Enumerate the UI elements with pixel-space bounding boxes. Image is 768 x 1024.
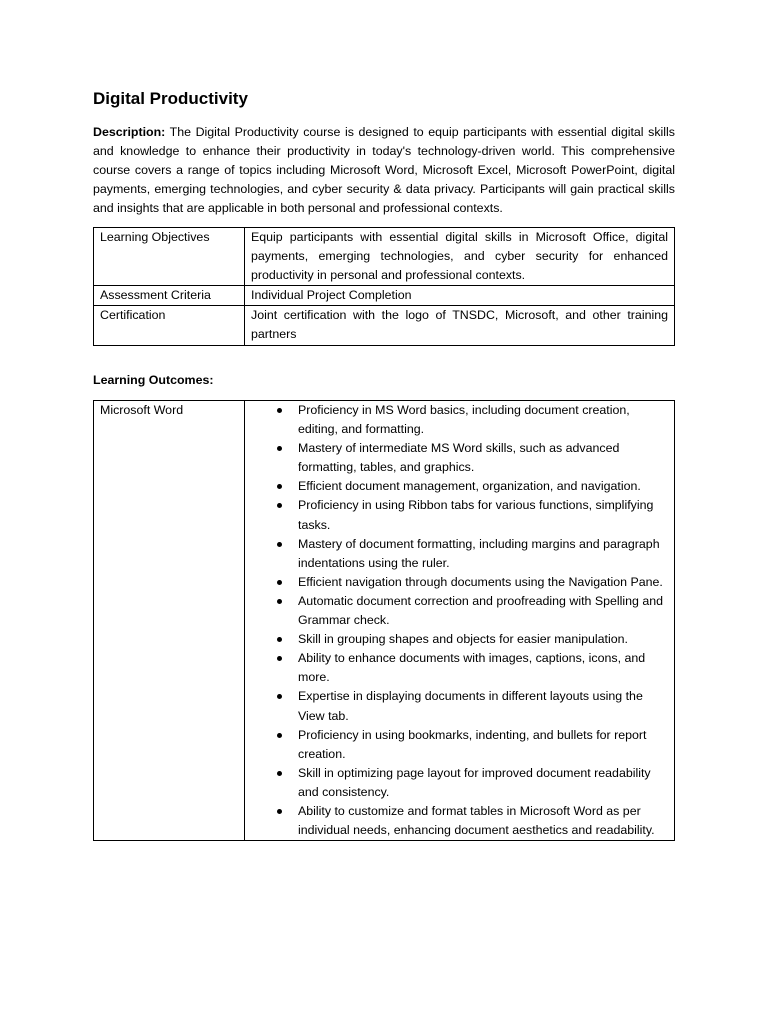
bullet-icon — [277, 580, 282, 585]
bullet-icon — [277, 637, 282, 642]
list-item — [245, 649, 668, 687]
bullet-icon — [277, 771, 282, 776]
learning-outcomes-table — [93, 400, 675, 841]
list-item — [245, 496, 668, 534]
course-info-table — [93, 227, 675, 346]
list-item-text: Mastery of document formatting, including margins and paragraph indentations using the ruler. — [298, 536, 660, 570]
list-item — [245, 401, 668, 439]
table-row — [94, 401, 675, 841]
outcomes-list — [245, 401, 668, 840]
bullet-icon — [277, 408, 282, 413]
list-item-text: Proficiency in MS Word basics, including document creation, editing, and formatting. — [298, 403, 630, 437]
assessment-criteria-label: Assessment Criteria — [94, 286, 245, 306]
bullet-icon — [277, 599, 282, 604]
bullet-icon — [277, 542, 282, 547]
bullet-icon — [277, 809, 282, 814]
list-item-text: Expertise in displaying documents in different layouts using the View tab. — [298, 689, 643, 723]
description-paragraph — [93, 123, 675, 218]
table-row — [94, 228, 675, 286]
learning-outcomes-heading: Learning Outcomes: — [93, 373, 214, 387]
bullet-icon — [277, 484, 282, 489]
list-item — [245, 573, 668, 592]
list-item — [245, 726, 668, 764]
certification-label: Certification — [94, 306, 245, 345]
list-item-text: Ability to customize and format tables in Microsoft Word as per individual needs, enhancing document aesthetics and readability. — [298, 803, 655, 838]
bullet-icon — [277, 446, 282, 451]
list-item — [245, 477, 668, 496]
list-item-text: Efficient navigation through documents using the Navigation Pane. — [298, 574, 663, 589]
table-row — [94, 306, 675, 345]
outcomes-list-cell — [245, 401, 675, 841]
learning-objectives-label: Learning Objectives — [94, 228, 245, 286]
list-item-text: Automatic document correction and proofreading with Spelling and Grammar check. — [298, 593, 664, 628]
list-item — [245, 687, 668, 725]
list-item-text: Proficiency in using Ribbon tabs for various functions, simplifying tasks. — [298, 498, 654, 532]
list-item-text: Skill in optimizing page layout for improved document readability and consistency. — [298, 765, 651, 799]
list-item — [245, 802, 668, 840]
certification-value: Joint certification with the logo of TNSDC, Microsoft, and other training partners — [245, 306, 675, 345]
learning-objectives-value: Equip participants with essential digital skills in Microsoft Office, digital payments, emerging technologies, and cyber security for enhanced productivity in personal and professional contexts. — [245, 228, 675, 286]
table-row — [94, 286, 675, 306]
list-item — [245, 535, 668, 573]
page-title: Digital Productivity — [93, 89, 248, 108]
list-item — [245, 764, 668, 802]
module-label: Microsoft Word — [94, 401, 245, 841]
list-item-text: Mastery of intermediate MS Word skills, such as advanced formatting, tables, and graphics. — [298, 441, 620, 475]
list-item — [245, 630, 668, 649]
list-item-text: Efficient document management, organization, and navigation. — [298, 479, 641, 494]
bullet-icon — [277, 656, 282, 661]
bullet-icon — [277, 733, 282, 738]
list-item-text: Ability to enhance documents with images, captions, icons, and more. — [298, 651, 646, 685]
list-item-text: Proficiency in using bookmarks, indenting, and bullets for report creation. — [298, 727, 647, 761]
bullet-icon — [277, 694, 282, 699]
list-item — [245, 592, 668, 630]
description-label: Description: — [93, 125, 166, 139]
bullet-icon — [277, 503, 282, 508]
assessment-criteria-value: Individual Project Completion — [245, 286, 675, 306]
description-text: The Digital Productivity course is designed to equip participants with essential digital skills and knowledge to enhance their productivity in today's technology-driven world. This comprehensive course covers a range of topics including Microsoft Word, Microsoft Excel, Microsoft PowerPoint, digital payments, emerging technologies, and cyber security & data privacy. Participants will gain practical skills and insights that are applicable in both personal and professional contexts. — [93, 125, 675, 216]
list-item-text: Skill in grouping shapes and objects for easier manipulation. — [298, 632, 628, 647]
list-item — [245, 439, 668, 477]
